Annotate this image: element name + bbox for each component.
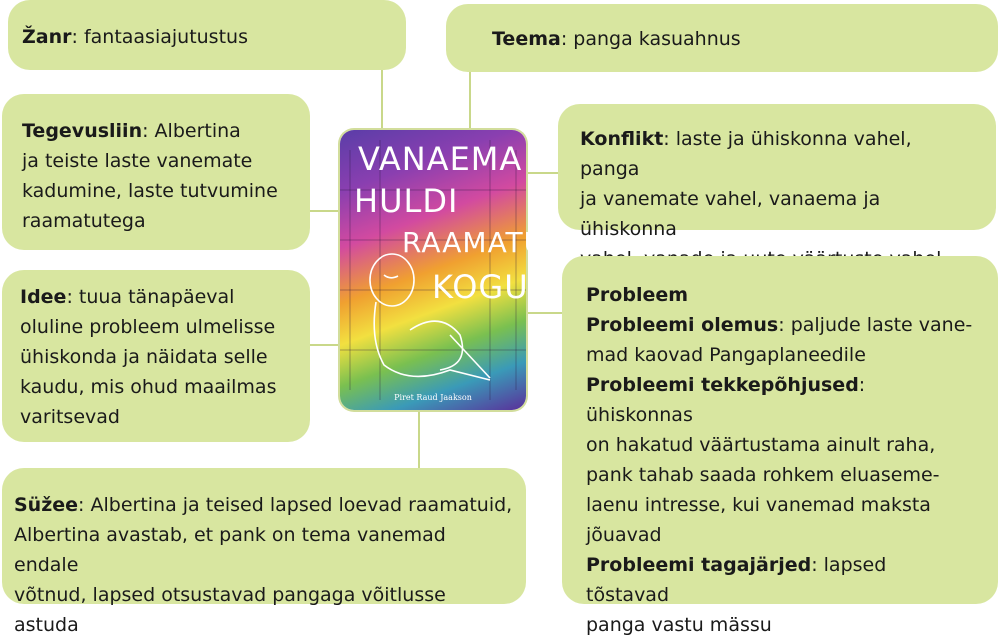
teema-text: : panga kasuahnus bbox=[560, 28, 741, 50]
idee-box bbox=[2, 270, 310, 442]
probleem-olemus-label: Probleemi olemus bbox=[586, 314, 779, 336]
tegevusliin-line: raamatutega bbox=[22, 210, 146, 232]
konflikt-line: : laste ja ühiskonna vahel, panga bbox=[580, 128, 912, 180]
connector-syzee bbox=[418, 410, 420, 470]
probleem-line: laenu intresse, kui vanemad maksta bbox=[586, 494, 931, 516]
probleem-line: jõuavad bbox=[586, 524, 662, 546]
konflikt-box bbox=[558, 104, 996, 240]
teema-label: Teema bbox=[492, 28, 561, 50]
connector-teema bbox=[469, 72, 471, 132]
probleem-line: : lapsed tõstavad bbox=[586, 554, 887, 606]
syzee-box bbox=[2, 468, 526, 636]
connector-probleem bbox=[526, 312, 564, 314]
idee-label: Idee bbox=[20, 286, 67, 308]
tegevusliin-label: Tegevusliin bbox=[22, 120, 143, 142]
probleem-line: pank tahab saada rohkem eluaseme- bbox=[586, 464, 940, 486]
probleem-title: Probleem bbox=[586, 284, 689, 306]
connector-konflikt bbox=[526, 172, 560, 174]
tegevusliin-box bbox=[2, 94, 310, 250]
idee-line: varitsevad bbox=[20, 406, 120, 428]
konflikt-label: Konflikt bbox=[580, 128, 664, 150]
book-title-line: VANAEMA bbox=[358, 140, 523, 178]
tegevusliin-line: ja teiste laste vanemate bbox=[22, 150, 253, 172]
syzee-line: : Albertina ja teised lapsed loevad raamatuid, bbox=[78, 494, 513, 516]
syzee-line: võtnud, lapsed otsustavad pangaga võitlusse astuda bbox=[14, 584, 446, 636]
book-author: Piret Raud Jaakson bbox=[394, 393, 472, 402]
idee-line: kaudu, mis ohud maailmas bbox=[20, 376, 277, 398]
probleem-pohjused-label: Probleemi tekkepõhjused bbox=[586, 374, 859, 396]
idee-line: ühiskonda ja näidata selle bbox=[20, 346, 268, 368]
book-title-line: RAAMATU- bbox=[402, 226, 557, 259]
zanr-label: Žanr bbox=[22, 26, 72, 48]
probleem-line: : paljude laste vane- bbox=[778, 314, 973, 336]
connector-zanr bbox=[381, 70, 383, 132]
tegevusliin-line: : Albertina bbox=[142, 120, 241, 142]
probleem-line: : ühiskonnas bbox=[586, 374, 866, 426]
syzee-label: Süžee bbox=[14, 494, 79, 516]
book-title-line: KOGU bbox=[432, 268, 529, 306]
syzee-line: Albertina avastab, et pank on tema vanemad endale bbox=[14, 524, 446, 576]
probleem-line: panga vastu mässu bbox=[586, 614, 772, 636]
probleem-tagajarjed-label: Probleemi tagajärjed bbox=[586, 554, 812, 576]
konflikt-line: ja vanemate vahel, vanaema ja ühiskonna bbox=[580, 188, 881, 240]
book-title-line: HULDI bbox=[354, 182, 459, 220]
zanr-box bbox=[8, 0, 406, 70]
idee-line: : tuua tänapäeval bbox=[66, 286, 235, 308]
book-cover bbox=[340, 130, 557, 410]
probleem-box bbox=[562, 256, 998, 636]
tegevusliin-line: kadumine, laste tutvumine bbox=[22, 180, 278, 202]
zanr-text: : fantaasiajutustus bbox=[71, 26, 248, 48]
teema-box bbox=[446, 4, 998, 72]
idee-line: oluline probleem ulmelisse bbox=[20, 316, 276, 338]
probleem-line: on hakatud väärtustama ainult raha, bbox=[586, 434, 936, 456]
connector-tegevusliin bbox=[310, 210, 342, 212]
probleem-line: mad kaovad Pangaplaneedile bbox=[586, 344, 866, 366]
connector-idee bbox=[310, 344, 342, 346]
